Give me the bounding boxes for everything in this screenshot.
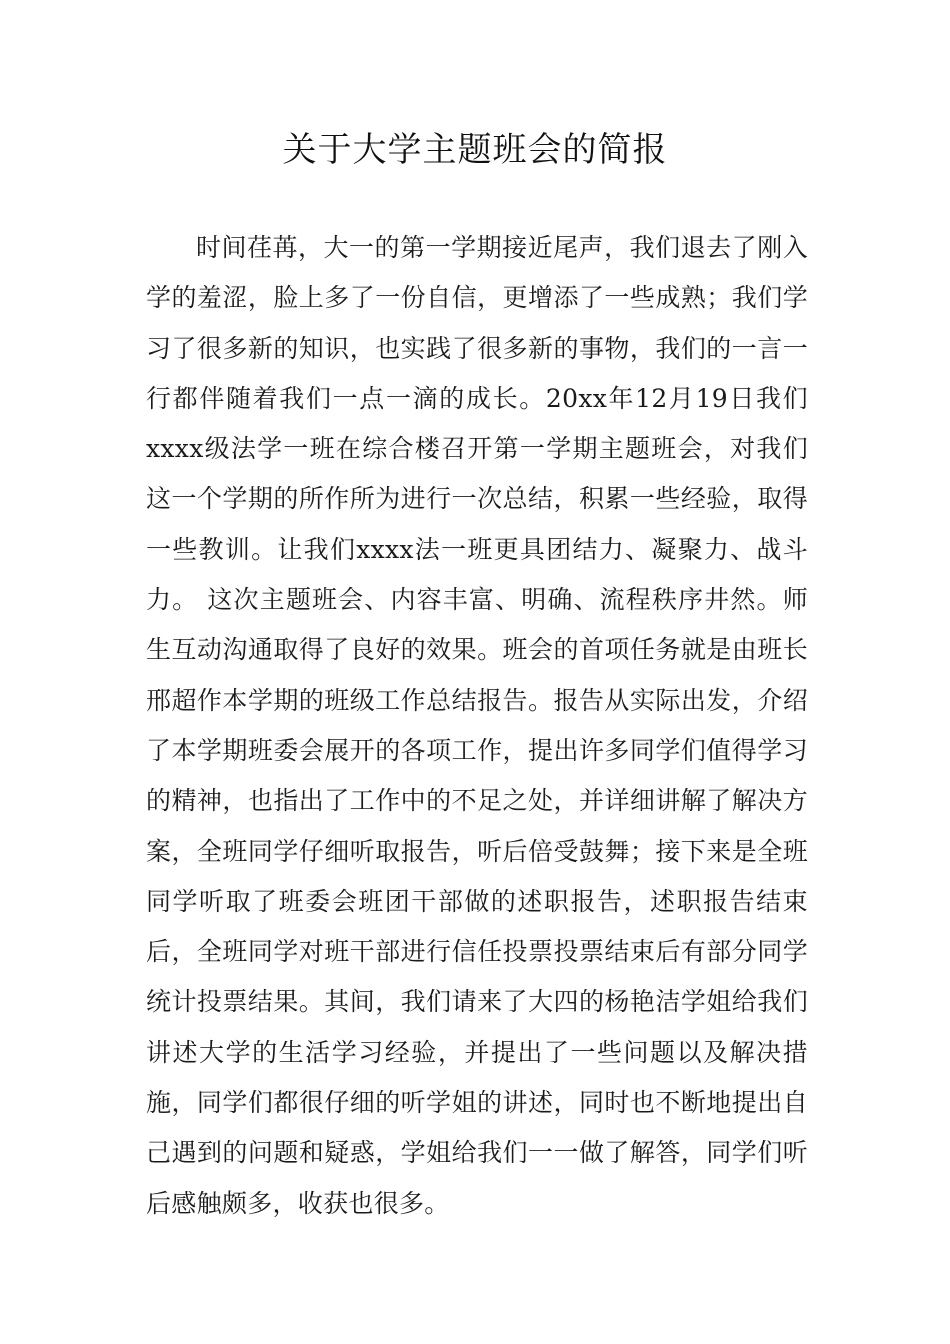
- document-title: 关于大学主题班会的简报: [282, 130, 668, 170]
- body-paragraph: 时间荏苒，大一的第一学期接近尾声，我们退去了刚入学的羞涩，脸上多了一份自信，更增添了一些成熟；我们学习了很多新的知识，也实践了很多新的事物，我们的一言一行都伴随着我们一点一滴的成长。20xx年12月19日我们xxxx级法学一班在综合楼召开第一学期主题班会，对我们这一个学期的所作所为进行一次总结，积累一些经验，取得一些教训。让我们xxxx法一班更具团结力、凝聚力、战斗力。 这次主题班会、内容丰富、明确、流程秩序井然。师生互动沟通取得了良好的效果。班会的首项任务就是由班长邢超作本学期的班级工作总结报告。报告从实际出发，介绍了本学期班委会展开的各项工作，提出许多同学们值得学习的精神，也指出了工作中的不足之处，并详细讲解了解决方案，全班同学仔细听取报告，听后倍受鼓舞；接下来是全班同学听取了班委会班团干部做的述职报告，述职报告结束后，全班同学对班干部进行信任投票投票结束后有部分同学统计投票结果。其间，我们请来了大四的杨艳洁学姐给我们讲述大学的生活学习经验，并提出了一些问题以及解决措施，同学们都很仔细的听学姐的讲述，同时也不断地提出自己遇到的问题和疑惑，学姐给我们一一做了解答，同学们听后感触颇多，收获也很多。: [146, 233, 808, 1218]
